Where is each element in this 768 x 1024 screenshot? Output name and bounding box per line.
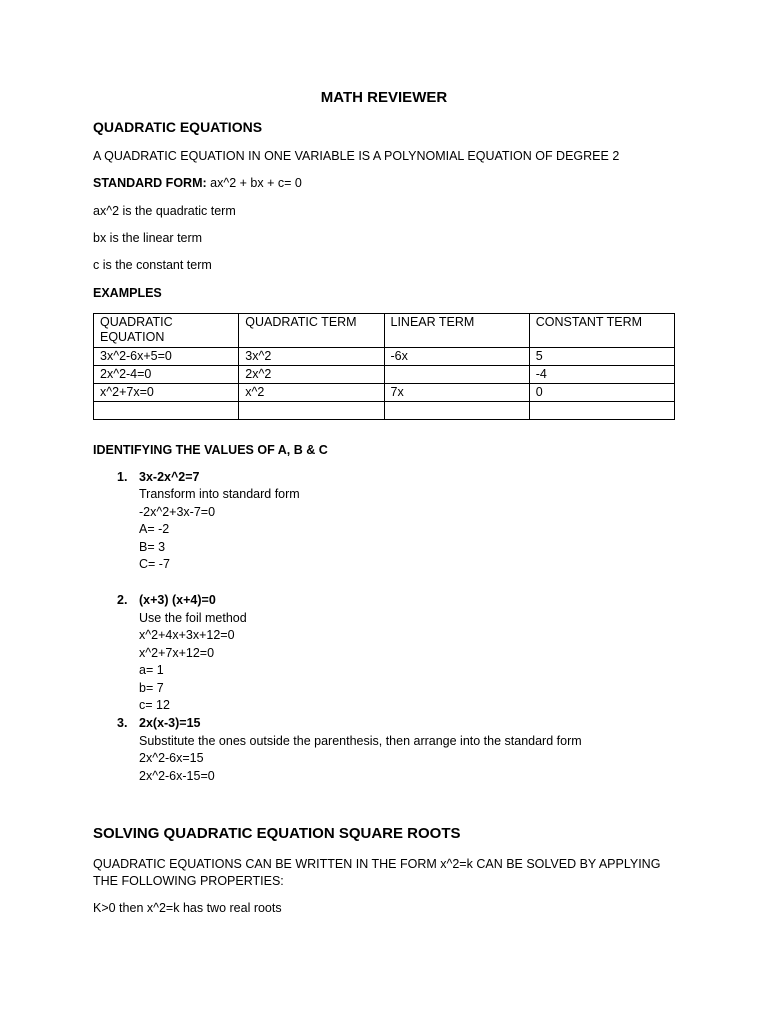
table-cell	[384, 402, 529, 420]
standard-form-label: STANDARD FORM:	[93, 176, 207, 190]
table-cell: 7x	[384, 384, 529, 402]
term-line: ax^2 is the quadratic term	[93, 204, 236, 218]
examples-label: EXAMPLES	[93, 286, 162, 300]
list-item-line: C= -7	[139, 557, 170, 571]
list-item-line: 2x^2-6x-15=0	[139, 769, 215, 783]
list-item-problem: 2x(x-3)=15	[139, 716, 201, 730]
table-cell: -6x	[384, 348, 529, 366]
table-cell: 2x^2	[239, 366, 384, 384]
standard-form-line	[93, 176, 302, 190]
table-header-cell: QUADRATIC TERM	[239, 314, 384, 348]
list-item-line: c= 12	[139, 698, 170, 712]
list-item-number: 2.	[117, 593, 128, 607]
table-cell	[239, 402, 384, 420]
table-header-cell: CONSTANT TERM	[529, 314, 674, 348]
list-item-line: Transform into standard form	[139, 487, 300, 501]
section-paragraph: QUADRATIC EQUATIONS CAN BE WRITTEN IN THE FORM x^2=k CAN BE SOLVED BY APPLYING THE FOLLOWING PROPERTIES:	[93, 857, 661, 888]
definition-text: A QUADRATIC EQUATION IN ONE VARIABLE IS A POLYNOMIAL EQUATION OF DEGREE 2	[93, 149, 620, 163]
table-header-cell: QUADRATIC EQUATION	[94, 314, 239, 348]
table-cell: 3x^2	[239, 348, 384, 366]
list-item-line: 2x^2-6x=15	[139, 751, 204, 765]
section-heading: QUADRATIC EQUATIONS	[93, 119, 263, 135]
list-item-number: 3.	[117, 716, 128, 730]
list-item-line: A= -2	[139, 522, 170, 536]
list-item-line: b= 7	[139, 681, 164, 695]
table-cell	[94, 402, 239, 420]
table-row	[94, 348, 675, 366]
table-cell: 5	[529, 348, 674, 366]
table-cell: 0	[529, 384, 674, 402]
table-cell: x^2	[239, 384, 384, 402]
section-line: K>0 then x^2=k has two real roots	[93, 901, 282, 915]
section-title: SOLVING QUADRATIC EQUATION SQUARE ROOTS	[93, 825, 461, 842]
table-header-cell: LINEAR TERM	[384, 314, 529, 348]
list-item-problem: (x+3) (x+4)=0	[139, 593, 216, 607]
table-cell	[529, 402, 674, 420]
list-item-line: Use the foil method	[139, 611, 247, 625]
examples-table	[93, 313, 675, 420]
list-item-line: B= 3	[139, 540, 166, 554]
list-item-line: -2x^2+3x-7=0	[139, 505, 216, 519]
page-title: MATH REVIEWER	[320, 89, 448, 106]
table-cell: x^2+7x=0	[94, 384, 239, 402]
table-cell: 2x^2-4=0	[94, 366, 239, 384]
term-line: c is the constant term	[93, 258, 212, 272]
list-item-problem: 3x-2x^2=7	[139, 470, 200, 484]
table-cell: 3x^2-6x+5=0	[94, 348, 239, 366]
table-row	[94, 402, 675, 420]
table-row	[94, 384, 675, 402]
identify-label: IDENTIFYING THE VALUES OF A, B & C	[93, 443, 328, 457]
term-line: bx is the linear term	[93, 231, 203, 245]
list-item-line: Substitute the ones outside the parenthesis, then arrange into the standard form	[139, 734, 582, 748]
list-item-line: x^2+4x+3x+12=0	[139, 628, 235, 642]
table-cell	[384, 366, 529, 384]
table-cell: -4	[529, 366, 674, 384]
table-header-row	[94, 314, 675, 348]
list-item-line: a= 1	[139, 663, 164, 677]
list-item-line: x^2+7x+12=0	[139, 646, 215, 660]
list-item-number: 1.	[117, 470, 128, 484]
table-row	[94, 366, 675, 384]
standard-form-value: ax^2 + bx + c= 0	[206, 176, 302, 190]
